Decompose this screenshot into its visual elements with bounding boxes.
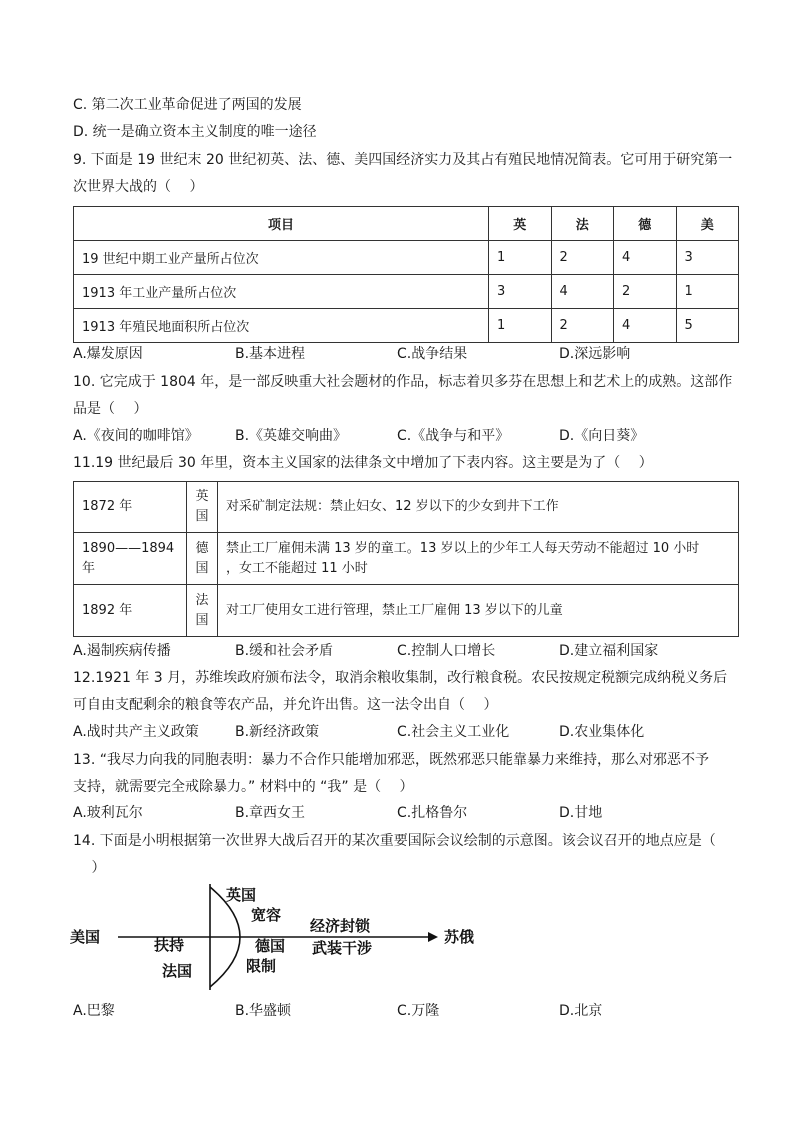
table-cell-year bbox=[74, 533, 187, 585]
table-cell: 2 bbox=[614, 275, 677, 309]
table-header: 法 bbox=[551, 207, 614, 241]
table-row bbox=[74, 309, 739, 343]
q11-table bbox=[73, 481, 739, 637]
option-a: A.战时共产主义政策 bbox=[73, 724, 199, 740]
q12-stem-line2: 可自由支配剩余的粮食等农产品，并允许出售。这一法令出自（ ） bbox=[73, 697, 498, 713]
table-cell: 19 世纪中期工业产量所占位次 bbox=[74, 241, 489, 275]
option-c: C.社会主义工业化 bbox=[397, 724, 510, 740]
label-tolerance: 宽容 bbox=[251, 906, 282, 924]
table-cell: 1913 年殖民地面积所占位次 bbox=[74, 309, 489, 343]
q13-options bbox=[73, 803, 743, 823]
country-char: 法 bbox=[195, 592, 209, 608]
table-cell-year: 1872 年 bbox=[74, 482, 187, 533]
table-header: 美 bbox=[676, 207, 739, 241]
q8-option-d: D. 统一是确立资本主义制度的唯一途径 bbox=[73, 124, 317, 140]
option-b: B.华盛顿 bbox=[235, 1003, 292, 1019]
table-cell: 3 bbox=[676, 241, 739, 275]
q14-diagram bbox=[70, 882, 490, 992]
label-britain: 英国 bbox=[226, 886, 257, 904]
table-row bbox=[74, 533, 739, 585]
content-line: ，女工不能超过 11 小时 bbox=[226, 560, 368, 576]
country-char: 英 bbox=[195, 489, 209, 504]
option-d: D.甘地 bbox=[559, 805, 603, 821]
label-usa: 美国 bbox=[70, 928, 101, 946]
table-cell: 1 bbox=[489, 309, 552, 343]
label-intervention: 武装干涉 bbox=[312, 939, 373, 957]
option-c: C.控制人口增长 bbox=[397, 643, 496, 659]
table-cell: 4 bbox=[614, 309, 677, 343]
table-row bbox=[74, 241, 739, 275]
table-cell-content bbox=[218, 533, 739, 585]
year-line: 1890——1894 bbox=[82, 540, 175, 556]
q9-table bbox=[73, 206, 739, 343]
country-char: 国 bbox=[195, 612, 209, 628]
q11-stem: 11.19 世纪最后 30 年里，资本主义国家的法律条文中增加了下表内容。这主要是为了（ ） bbox=[73, 455, 653, 471]
option-b: B.基本进程 bbox=[235, 346, 306, 362]
option-a: A.《夜间的咖啡馆》 bbox=[73, 428, 199, 444]
content-line: 对采矿制定法规：禁止妇女、12 岁以下的少女到井下工作 bbox=[226, 499, 559, 514]
table-cell-country bbox=[187, 533, 218, 585]
table-cell: 5 bbox=[676, 309, 739, 343]
content-line: 禁止工厂雇佣未满 13 岁的童工。13 岁以上的少年工人每天劳动不能超过 10 小时 bbox=[226, 540, 700, 556]
option-d: D.《向日葵》 bbox=[559, 428, 645, 444]
q10-stem-line2: 品是（ ） bbox=[73, 401, 148, 417]
option-b: B.新经济政策 bbox=[235, 724, 320, 740]
table-cell-year: 1892 年 bbox=[74, 585, 187, 637]
q12-options bbox=[73, 722, 743, 742]
option-c: C.万隆 bbox=[397, 1003, 440, 1019]
table-header: 项目 bbox=[74, 207, 489, 241]
option-d: D.农业集体化 bbox=[559, 724, 645, 740]
table-cell-country bbox=[187, 585, 218, 637]
year-line: 年 bbox=[82, 560, 96, 576]
q9-stem-line1: 9. 下面是 19 世纪末 20 世纪初英、法、德、美四国经济实力及其占有殖民地情况简表。它可用于研究第一 bbox=[73, 152, 733, 168]
country-char: 国 bbox=[195, 509, 209, 524]
q14-options bbox=[73, 1001, 743, 1021]
table-cell-content bbox=[218, 482, 739, 533]
option-c: C.战争结果 bbox=[397, 346, 468, 362]
option-d: D.建立福利国家 bbox=[559, 643, 659, 659]
table-cell: 2 bbox=[551, 241, 614, 275]
table-cell: 2 bbox=[551, 309, 614, 343]
table-cell: 4 bbox=[614, 241, 677, 275]
q12-stem-line1: 12.1921 年 3 月，苏维埃政府颁布法令，取消余粮收集制，改行粮食税。农民按规定税额完成纳税义务后 bbox=[73, 670, 728, 686]
option-a: A.巴黎 bbox=[73, 1003, 115, 1019]
option-c: C.扎格鲁尔 bbox=[397, 805, 468, 821]
label-germany: 德国 bbox=[255, 937, 286, 955]
label-france: 法国 bbox=[162, 962, 193, 980]
q13-stem-line2: 支持，就需要完全戒除暴力。” 材料中的 “我” 是（ ） bbox=[73, 779, 414, 795]
table-header: 德 bbox=[614, 207, 677, 241]
option-c: C.《战争与和平》 bbox=[397, 428, 510, 444]
q14-stem-line1: 14. 下面是小明根据第一次世界大战后召开的某次重要国际会议绘制的示意图。该会议召开的地点应是（ bbox=[73, 833, 716, 849]
option-d: D.北京 bbox=[559, 1003, 603, 1019]
table-row bbox=[74, 585, 739, 637]
table-header: 英 bbox=[489, 207, 552, 241]
label-soviet-russia: 苏俄 bbox=[444, 928, 475, 946]
label-support: 扶持 bbox=[154, 936, 185, 954]
label-restrict: 限制 bbox=[246, 957, 277, 975]
option-d: D.深远影响 bbox=[559, 346, 631, 362]
q10-stem-line1: 10. 它完成于 1804 年，是一部反映重大社会题材的作品，标志着贝多芬在思想上和艺术上的成熟。这部作 bbox=[73, 374, 733, 390]
table-header-row bbox=[74, 207, 739, 241]
country-char: 德 bbox=[195, 540, 209, 556]
table-cell: 4 bbox=[551, 275, 614, 309]
table-cell: 1 bbox=[676, 275, 739, 309]
content-line: 对工厂使用女工进行管理，禁止工厂雇佣 13 岁以下的儿童 bbox=[226, 602, 563, 618]
table-cell: 3 bbox=[489, 275, 552, 309]
q8-option-c: C. 第二次工业革命促进了两国的发展 bbox=[73, 97, 302, 113]
country-char: 国 bbox=[195, 560, 209, 576]
q10-options bbox=[73, 426, 743, 446]
q13-stem-line1: 13. “我尽力向我的同胞表明：暴力不合作只能增加邪恶，既然邪恶只能靠暴力来维持，那么对邪恶不予 bbox=[73, 752, 709, 768]
table-cell: 1913 年工业产量所占位次 bbox=[74, 275, 489, 309]
option-b: B.缓和社会矛盾 bbox=[235, 643, 334, 659]
q9-stem-line2: 次世界大战的（ ） bbox=[73, 179, 204, 195]
q11-options bbox=[73, 641, 743, 661]
q14-stem-line2: ） bbox=[73, 860, 106, 876]
label-blockade: 经济封锁 bbox=[310, 917, 371, 935]
option-a: A.遏制疾病传播 bbox=[73, 643, 171, 659]
option-a: A.玻利瓦尔 bbox=[73, 805, 143, 821]
table-cell-content bbox=[218, 585, 739, 637]
option-a: A.爆发原因 bbox=[73, 346, 143, 362]
table-cell-country bbox=[187, 482, 218, 533]
arrow-head-icon bbox=[428, 932, 438, 942]
table-row bbox=[74, 482, 739, 533]
option-b: B.章西女王 bbox=[235, 805, 306, 821]
table-cell: 1 bbox=[489, 241, 552, 275]
option-b: B.《英雄交响曲》 bbox=[235, 428, 348, 444]
q9-options bbox=[73, 344, 743, 364]
table-row bbox=[74, 275, 739, 309]
